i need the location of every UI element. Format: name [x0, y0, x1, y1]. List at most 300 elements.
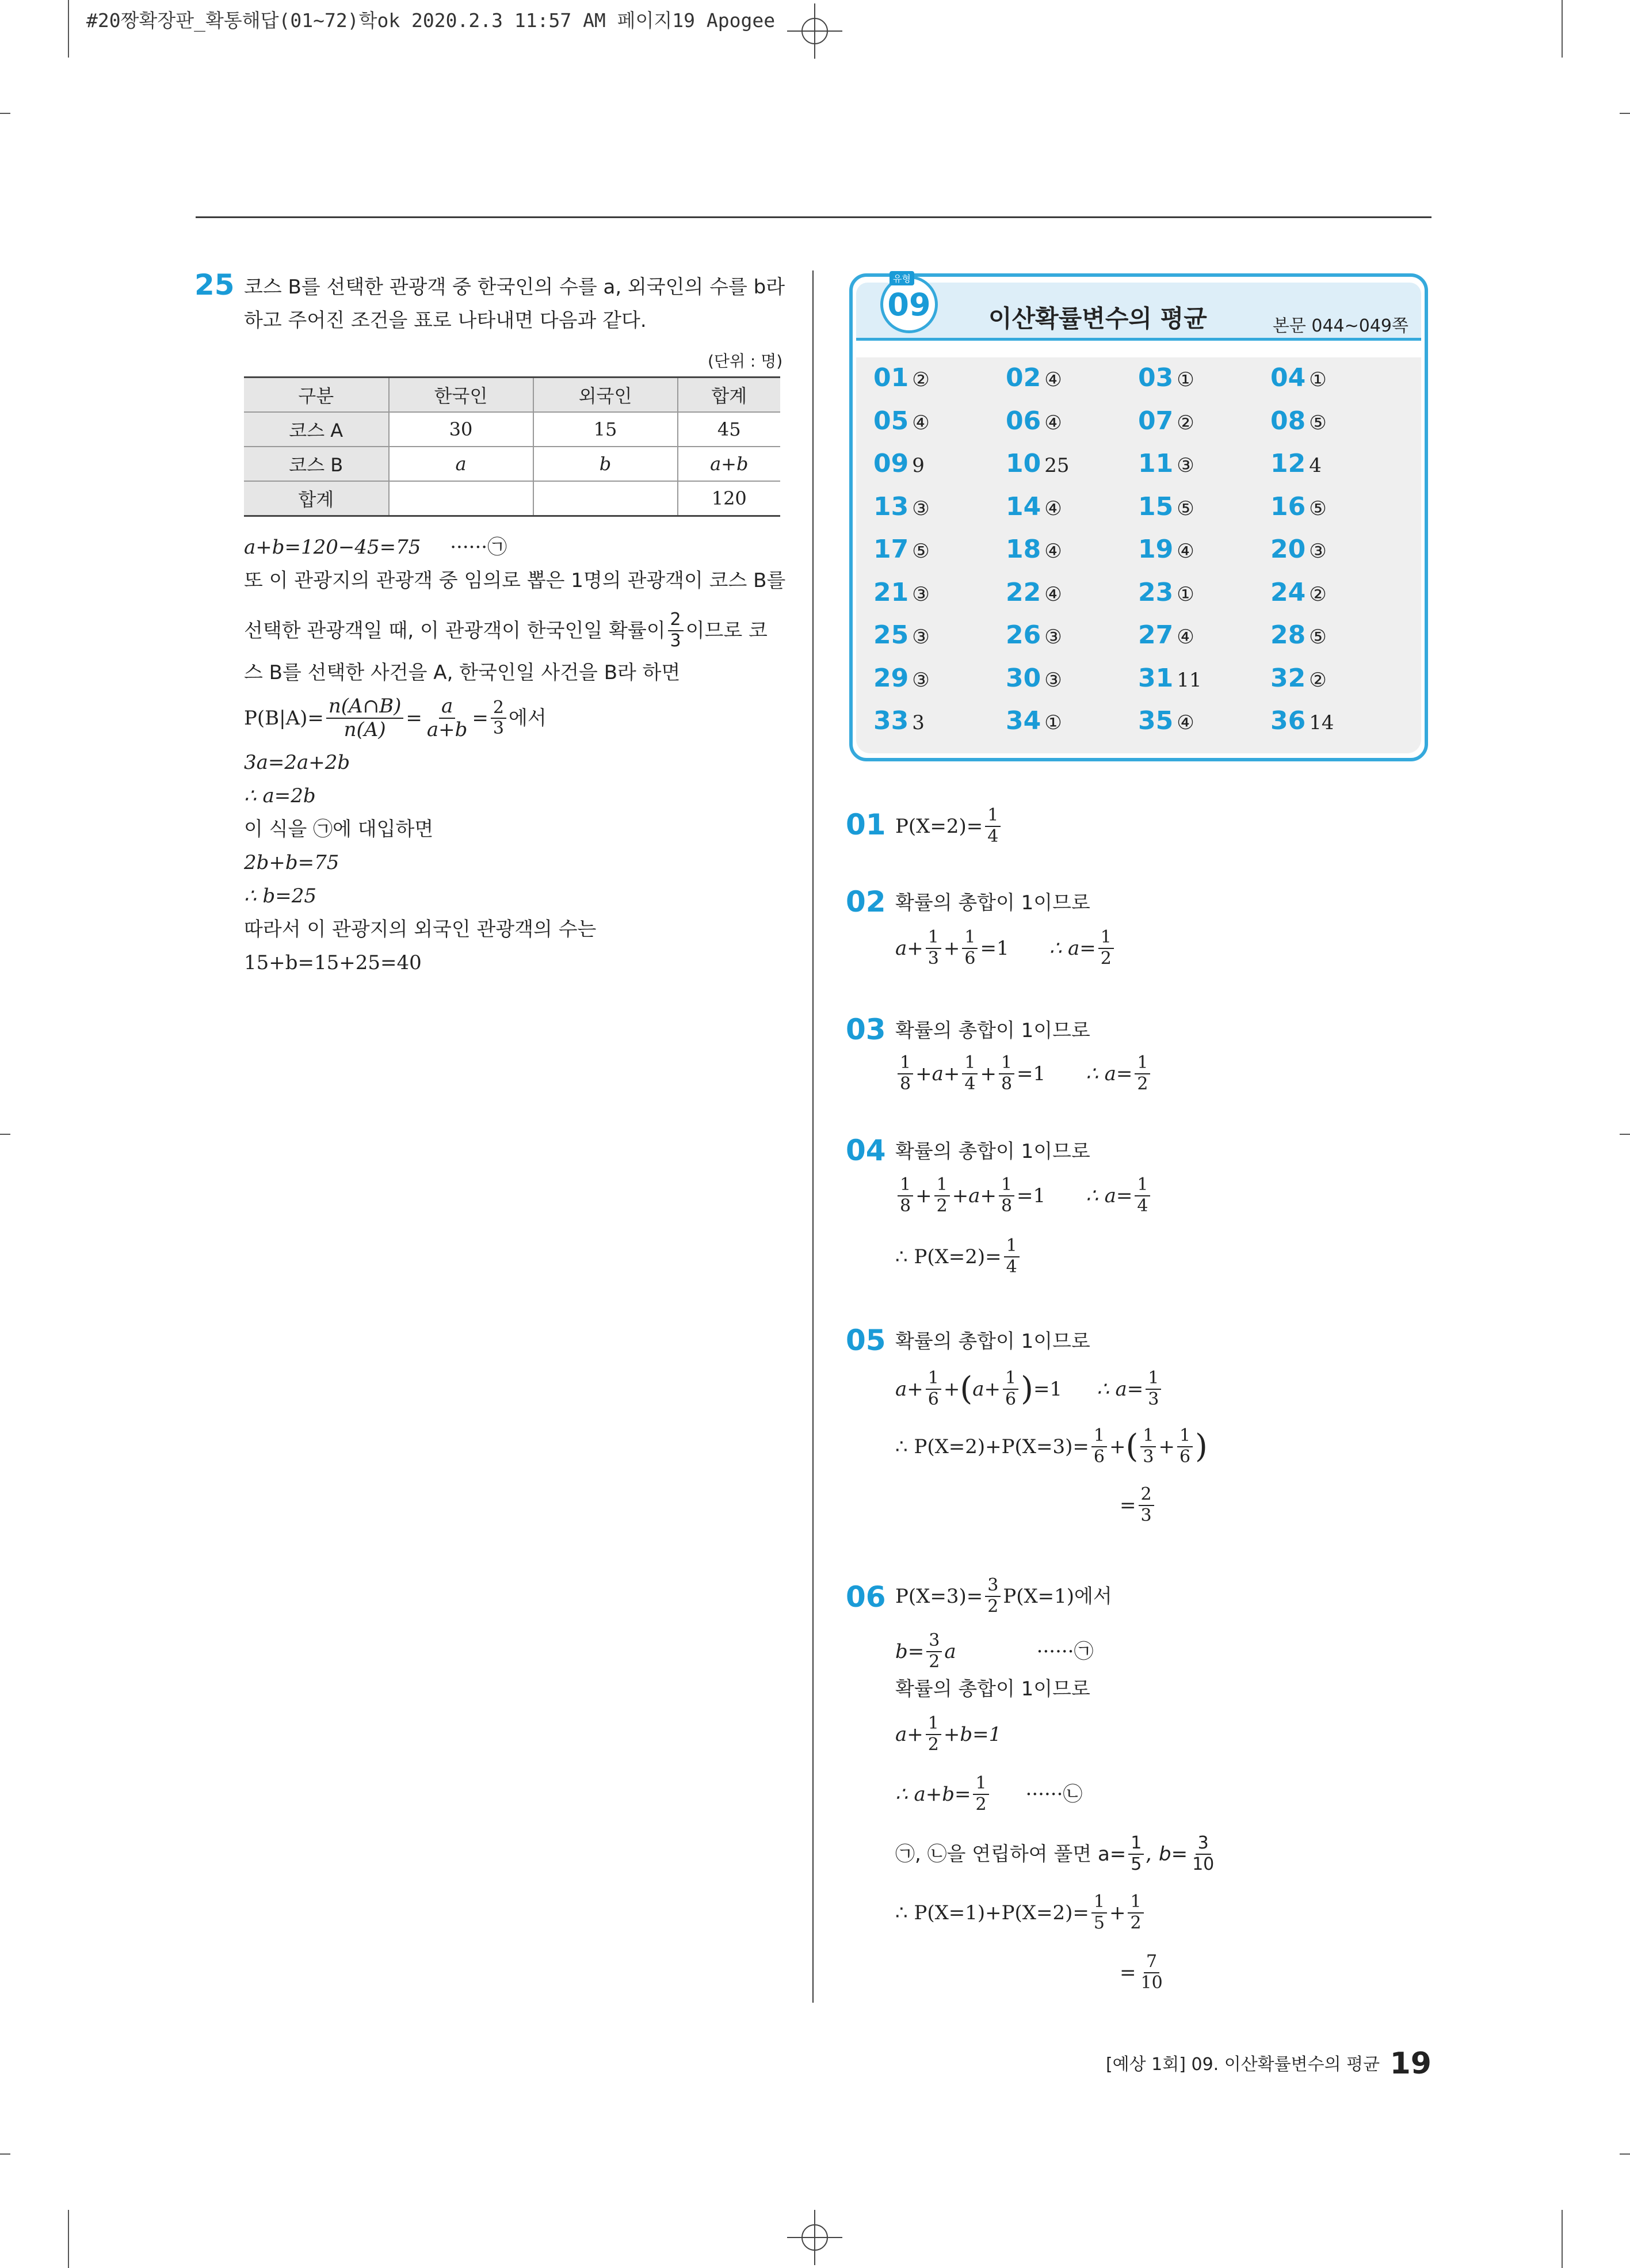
fraction [1190, 1834, 1216, 1874]
solution-04-line-2 [895, 1236, 1022, 1277]
answer-value: ⑤ [1309, 497, 1327, 520]
answer-number: 07 [1138, 406, 1174, 436]
answer-value: ③ [1309, 540, 1327, 563]
fraction-denominator: 5 [1131, 1854, 1142, 1874]
fraction-numerator: 1 [1135, 1175, 1150, 1196]
text-segment: ( [1125, 1427, 1139, 1465]
solution-line: 15+b=15+25=40 [244, 951, 422, 974]
answer-number: 35 [1138, 706, 1174, 735]
text-segment: +a+ [915, 1062, 960, 1085]
fraction [668, 610, 684, 651]
badge-tag: 유형 [890, 271, 914, 285]
answer-value: ④ [912, 411, 930, 434]
answer-value: ④ [1044, 368, 1062, 391]
solution-05-text: 확률의 총합이 1이므로 [895, 1330, 1090, 1353]
fraction-numerator: 1 [999, 1053, 1014, 1074]
problem-25-intro-1: 코스 B를 선택한 관광객 중 한국인의 수를 a, 외국인의 수를 b라 [244, 276, 785, 299]
answer-number: 21 [873, 577, 909, 607]
fraction-numerator: 1 [926, 1714, 941, 1735]
fraction [926, 1631, 942, 1672]
solution-line: 3a=2a+2b [244, 751, 350, 774]
answer-number: 18 [1006, 535, 1041, 564]
answer-grid [873, 363, 1414, 749]
answer-value: 3 [912, 711, 925, 734]
fraction-numerator: 1 [898, 1053, 913, 1074]
fraction-denominator: 6 [1005, 1389, 1017, 1409]
fraction [962, 1053, 978, 1094]
table-row [244, 412, 780, 447]
answer-value: ② [912, 368, 930, 391]
solution-text-2 [244, 610, 768, 651]
fraction-numerator: 1 [1004, 1236, 1020, 1257]
registration-mark-icon [787, 3, 842, 59]
solution-06-line-5 [895, 1774, 1082, 1815]
fraction-denominator: a+b [426, 718, 468, 742]
solution-line: ∴ b=25 [244, 885, 316, 908]
table-cell: 15 [533, 412, 678, 447]
solution-06-line-7 [895, 1892, 1146, 1933]
answer-item [1138, 664, 1270, 707]
fraction-numerator: 2 [1139, 1485, 1154, 1506]
answer-number: 16 [1270, 491, 1306, 521]
answer-item [873, 406, 1006, 449]
answer-item [873, 492, 1006, 535]
solution-06-line-1 [895, 1576, 1112, 1617]
answer-value: ③ [912, 582, 930, 606]
solution-04-number: 04 [846, 1134, 886, 1167]
fraction-numerator: 3 [926, 1631, 942, 1652]
equation-text: a+b=120−45=75 [244, 536, 421, 559]
answer-item [873, 620, 1006, 664]
answer-value: 14 [1309, 711, 1334, 734]
answer-value: ⑤ [1309, 411, 1327, 434]
text-segment: =1 [1033, 1377, 1063, 1401]
crop-mark [1620, 1134, 1630, 1135]
fraction-numerator: 1 [1128, 1834, 1144, 1855]
text-segment: + [915, 1184, 932, 1207]
answer-number: 31 [1138, 663, 1174, 693]
answer-item [1006, 706, 1138, 749]
fraction-denominator: 6 [1179, 1446, 1191, 1467]
text-segment: a+ [972, 1377, 1001, 1401]
fraction-numerator: 1 [926, 928, 941, 949]
solution-05-equation [895, 1369, 1163, 1409]
answer-number: 23 [1138, 577, 1174, 607]
answer-number: 10 [1006, 449, 1041, 478]
fraction [1135, 1175, 1150, 1216]
answer-value: ③ [1044, 626, 1062, 649]
fraction-denominator: 3 [927, 948, 939, 969]
table-cell: b [533, 447, 678, 481]
answer-number: 09 [873, 449, 909, 478]
solution-03-equation [895, 1053, 1152, 1094]
solution-text-1: 또 이 관광지의 관광객 중 임의로 뽑은 1명의 관광객이 코스 B를 [244, 569, 786, 592]
fraction-numerator: 1 [962, 1053, 978, 1074]
answer-number: 05 [873, 406, 909, 436]
fraction-denominator: 2 [975, 1794, 987, 1815]
fraction [1128, 1892, 1143, 1933]
fraction-numerator: a [439, 695, 455, 719]
text-segment: ) [1021, 1370, 1033, 1408]
crop-mark [0, 2153, 10, 2155]
answer-value: ③ [912, 497, 930, 520]
solution-03-text: 확률의 총합이 1이므로 [895, 1019, 1090, 1042]
answer-value: ③ [912, 626, 930, 649]
answer-number: 03 [1138, 363, 1174, 392]
print-header: #20짱확장판_확통해답(01~72)학ok 2020.2.3 11:57 AM 페이지19 Apogee [86, 9, 776, 32]
answer-item [873, 578, 1006, 621]
table-header-row [244, 378, 780, 413]
fraction [425, 695, 470, 741]
text-segment: P(B|A)= [244, 707, 324, 730]
answer-key-title: 이산확률변수의 평균 [988, 304, 1207, 333]
text-segment: ∴ P(X=2)+P(X=3)= [895, 1435, 1089, 1458]
fraction-denominator: 2 [929, 1651, 940, 1672]
answer-item [1138, 449, 1270, 492]
solution-02-number: 02 [846, 885, 886, 918]
conditional-probability: P(B|A)= $\frac{n(A\cap B)}{n(A)}$ = $\frac{a}{a+b}$ = $\frac{2}{3}$ 에서 [244, 695, 547, 742]
solution-line: 2b+b=75 [244, 851, 339, 874]
fraction-denominator: 3 [1143, 1446, 1154, 1467]
crop-mark [1562, 2210, 1563, 2268]
text-segment: =1 [1017, 1062, 1046, 1085]
answer-number: 24 [1270, 577, 1306, 607]
table-cell: a+b [678, 447, 781, 481]
fraction-numerator: 2 [668, 610, 684, 631]
fraction [326, 695, 403, 741]
solution-05-number: 05 [846, 1324, 886, 1357]
answer-number: 19 [1138, 535, 1174, 564]
answer-value: ⑤ [1177, 497, 1194, 520]
text-segment: + [980, 1062, 997, 1085]
column-divider [812, 270, 814, 2003]
table-header: 한국인 [389, 378, 533, 413]
answer-item [1270, 535, 1403, 578]
answer-value: 11 [1177, 668, 1202, 692]
table-header: 외국인 [533, 378, 678, 413]
answer-number: 01 [873, 363, 909, 392]
answer-item [1270, 620, 1403, 664]
answer-number: 12 [1270, 449, 1306, 478]
text-segment: ∴ P(X=2)= [895, 1245, 1002, 1268]
answer-value: ④ [1177, 540, 1194, 563]
answer-number: 13 [873, 491, 909, 521]
table-cell: a [389, 447, 533, 481]
fraction-denominator: 4 [987, 826, 999, 847]
fraction [926, 1714, 941, 1755]
fraction-numerator: 1 [962, 928, 978, 949]
crop-mark [1562, 0, 1563, 58]
answer-item [1006, 535, 1138, 578]
fraction-numerator: 1 [1135, 1053, 1150, 1074]
answer-number: 04 [1270, 363, 1306, 392]
answer-item [1006, 620, 1138, 664]
answer-value: ⑤ [912, 540, 930, 563]
solution-line: 이 식을 ㉠에 대입하면 [244, 818, 434, 841]
table-cell: 코스 A [244, 412, 389, 447]
fraction-numerator: 1 [1146, 1369, 1161, 1390]
answer-number: 06 [1006, 406, 1041, 436]
answer-item [1270, 664, 1403, 707]
answer-item [873, 706, 1006, 749]
answer-item [1006, 664, 1138, 707]
table-cell: 120 [678, 481, 781, 516]
solution-06-line-8 [1120, 1952, 1167, 1993]
answer-item [1138, 406, 1270, 449]
fraction-denominator: 6 [1093, 1446, 1105, 1467]
fraction [1091, 1892, 1107, 1933]
answer-value: ④ [1177, 711, 1194, 734]
text-segment: ∴ a= [1049, 936, 1096, 960]
table-cell: 코스 B [244, 447, 389, 481]
text-segment: + [943, 1377, 960, 1401]
fraction-denominator: 8 [1001, 1195, 1013, 1216]
text-segment: 선택한 관광객일 때, 이 관광객이 한국인일 확률이 [244, 619, 666, 642]
text-segment: ㉠, ㉡을 연립하여 풀면 a= [895, 1842, 1127, 1866]
crop-mark [1620, 2153, 1630, 2155]
answer-item [1138, 578, 1270, 621]
table-cell [389, 481, 533, 516]
fraction-denominator: 3 [670, 630, 681, 651]
answer-item [1270, 492, 1403, 535]
fraction [1128, 1834, 1144, 1874]
answer-value: 25 [1044, 454, 1070, 477]
fraction-denominator: n(A) [343, 718, 386, 742]
fraction [973, 1774, 988, 1815]
page-reference: 본문 044~049쪽 [1272, 316, 1408, 336]
equation-1 [244, 531, 507, 564]
text-segment: ∴ a= [1086, 1184, 1133, 1207]
answer-number: 33 [873, 706, 909, 735]
answer-item [1270, 363, 1403, 406]
text-segment: ( [960, 1370, 973, 1408]
answer-item [1138, 535, 1270, 578]
answer-value: ⑤ [1309, 626, 1327, 649]
solution-text-3: 스 B를 선택한 사건을 A, 한국인일 사건을 B라 하면 [244, 661, 681, 684]
solution-05-line-2 [895, 1426, 1208, 1467]
equation-tag: ······㉠ [1036, 1640, 1094, 1663]
text-segment: + [943, 936, 960, 960]
answer-number: 02 [1006, 363, 1041, 392]
answer-value: ④ [1044, 411, 1062, 434]
answer-value: 9 [912, 454, 925, 477]
top-rule [196, 216, 1432, 218]
crop-mark [0, 113, 10, 114]
fraction-denominator: 2 [1100, 948, 1112, 969]
answer-item [1270, 706, 1403, 749]
fraction [1004, 1236, 1020, 1277]
text-segment: P(X=2)= [895, 814, 983, 838]
fraction-denominator: 10 [1140, 1972, 1163, 1993]
solution-01-line [895, 806, 1003, 847]
fraction-denominator: 2 [1137, 1073, 1148, 1094]
table-header: 합계 [678, 378, 781, 413]
footer-label: [예상 1회] 09. 이산확률변수의 평균 [1105, 2054, 1380, 2075]
fraction-denominator: 2 [987, 1596, 999, 1617]
fraction-numerator: 1 [926, 1369, 941, 1390]
solution-04-equation [895, 1175, 1152, 1216]
text-segment: + [1109, 1435, 1126, 1458]
fraction-numerator: 1 [985, 806, 1001, 827]
equation-tag: ······㉡ [1025, 1782, 1083, 1806]
fraction [926, 928, 941, 969]
fraction-numerator: 1 [1128, 1892, 1143, 1913]
fraction-numerator: 1 [1098, 928, 1114, 949]
answer-number: 15 [1138, 491, 1174, 521]
page-number: 19 [1389, 2046, 1432, 2081]
fraction-numerator: n(A∩B) [326, 695, 403, 719]
answer-number: 28 [1270, 620, 1306, 650]
answer-number: 20 [1270, 535, 1306, 564]
solution-06-number: 06 [846, 1580, 886, 1614]
fraction-numerator: 1 [973, 1774, 988, 1795]
text-segment: 에서 [508, 707, 547, 730]
fraction-denominator: 8 [1001, 1073, 1013, 1094]
fraction-denominator: 8 [900, 1073, 911, 1094]
answer-value: ③ [1044, 668, 1062, 692]
table-cell: 합계 [244, 481, 389, 516]
solution-06-text: 확률의 총합이 1이므로 [895, 1678, 1090, 1701]
fraction-numerator: 1 [1091, 1426, 1107, 1447]
text-segment: , b= [1146, 1842, 1188, 1866]
answer-value: ① [1177, 368, 1194, 391]
text-segment: a+ [895, 936, 923, 960]
answer-value: ① [1177, 582, 1194, 606]
fraction-denominator: 3 [493, 718, 504, 739]
answer-item [1006, 578, 1138, 621]
answer-value: ④ [1044, 540, 1062, 563]
fraction [999, 1053, 1014, 1094]
fraction [934, 1175, 950, 1216]
fraction-denominator: 4 [1137, 1195, 1148, 1216]
answer-item [1006, 449, 1138, 492]
fraction [1098, 928, 1114, 969]
table-header: 구분 [244, 378, 389, 413]
fraction-denominator: 5 [1093, 1912, 1105, 1933]
answer-value: ④ [1177, 626, 1194, 649]
answer-value: ④ [1044, 582, 1062, 606]
solution-04-text: 확률의 총합이 1이므로 [895, 1140, 1090, 1163]
fraction-numerator: 3 [985, 1576, 1001, 1597]
text-segment: ∴ a= [1097, 1377, 1144, 1401]
fraction [962, 928, 978, 969]
answer-item [1270, 578, 1403, 621]
text-segment: = [1120, 1493, 1136, 1517]
fraction-denominator: 2 [1130, 1912, 1142, 1933]
answer-value: 4 [1309, 454, 1322, 477]
answer-number: 17 [873, 535, 909, 564]
page-footer [1106, 2046, 1432, 2081]
answer-item [1138, 363, 1270, 406]
fraction-denominator: 3 [1148, 1389, 1159, 1409]
fraction-denominator: 2 [927, 1734, 939, 1755]
fraction-numerator: 1 [1003, 1369, 1018, 1390]
solution-06-line-6 [895, 1834, 1219, 1874]
answer-value: ② [1309, 668, 1327, 692]
solution-02-text: 확률의 총합이 1이므로 [895, 891, 1090, 914]
problem-25-intro-2: 하고 주어진 조건을 표로 나타내면 다음과 같다. [244, 309, 647, 332]
fraction-numerator: 1 [898, 1175, 913, 1196]
crop-mark [68, 0, 69, 58]
fraction-denominator: 8 [900, 1195, 911, 1216]
answer-item [1138, 492, 1270, 535]
fraction-denominator: 2 [936, 1195, 948, 1216]
fraction-denominator: 6 [927, 1389, 939, 1409]
answer-value: ② [1309, 582, 1327, 606]
text-segment: + [1158, 1435, 1175, 1458]
text-segment: a+ [895, 1377, 923, 1401]
fraction [491, 698, 506, 739]
fraction [1135, 1053, 1150, 1094]
fraction-denominator: 4 [1006, 1256, 1017, 1277]
fraction [1003, 1369, 1018, 1409]
fraction-numerator: 7 [1144, 1952, 1159, 1973]
text-segment: ∴ P(X=1)+P(X=2)= [895, 1901, 1089, 1924]
registration-mark-icon [787, 2210, 842, 2265]
text-segment: P(X=3)= [895, 1584, 983, 1608]
fraction-numerator: 1 [1091, 1892, 1107, 1913]
fraction [1091, 1426, 1107, 1467]
fraction-numerator: 1 [1177, 1426, 1193, 1447]
answer-key-header [856, 273, 1421, 341]
crop-mark [68, 2210, 69, 2268]
text-segment: b= [895, 1640, 925, 1663]
text-segment: a [944, 1640, 956, 1663]
answer-number: 32 [1270, 663, 1306, 693]
text-segment: = [1120, 1961, 1136, 1984]
answer-item [873, 535, 1006, 578]
answer-number: 30 [1006, 663, 1041, 693]
fraction [898, 1053, 913, 1094]
solution-05-line-3 [1120, 1485, 1156, 1526]
table-row [244, 481, 780, 516]
text-segment: 이므로 코 [685, 619, 768, 642]
answer-number: 25 [873, 620, 909, 650]
fraction-denominator: 10 [1192, 1854, 1215, 1874]
table-row [244, 447, 780, 481]
fraction [985, 1576, 1001, 1617]
fraction-numerator: 1 [1140, 1426, 1156, 1447]
answer-item [873, 664, 1006, 707]
fraction [1177, 1426, 1193, 1467]
answer-key-box [849, 273, 1428, 761]
text-segment: + [1109, 1901, 1126, 1924]
fraction-denominator: 3 [1140, 1505, 1152, 1526]
fraction [1146, 1369, 1161, 1409]
solution-03-number: 03 [846, 1013, 886, 1046]
table-cell: 45 [678, 412, 781, 447]
solution-06-line-4 [895, 1714, 1001, 1755]
crop-mark [1620, 113, 1630, 114]
text-segment: ) [1195, 1427, 1208, 1465]
answer-item [1270, 406, 1403, 449]
table-unit: (단위 : 명) [708, 352, 783, 371]
answer-item [1138, 706, 1270, 749]
fraction-numerator: 1 [934, 1175, 950, 1196]
fraction [1140, 1426, 1156, 1467]
answer-item [873, 449, 1006, 492]
fraction [1139, 1952, 1165, 1993]
fraction [1139, 1485, 1154, 1526]
text-segment: ∴ a= [1086, 1062, 1133, 1085]
text-segment: P(X=1)에서 [1003, 1584, 1112, 1608]
answer-number: 29 [873, 663, 909, 693]
table-cell: 30 [389, 412, 533, 447]
solution-02-equation [895, 928, 1116, 969]
solution-06-line-2 [895, 1631, 1094, 1672]
course-table [244, 376, 780, 517]
solution-line: 따라서 이 관광지의 외국인 관광객의 수는 [244, 918, 597, 941]
